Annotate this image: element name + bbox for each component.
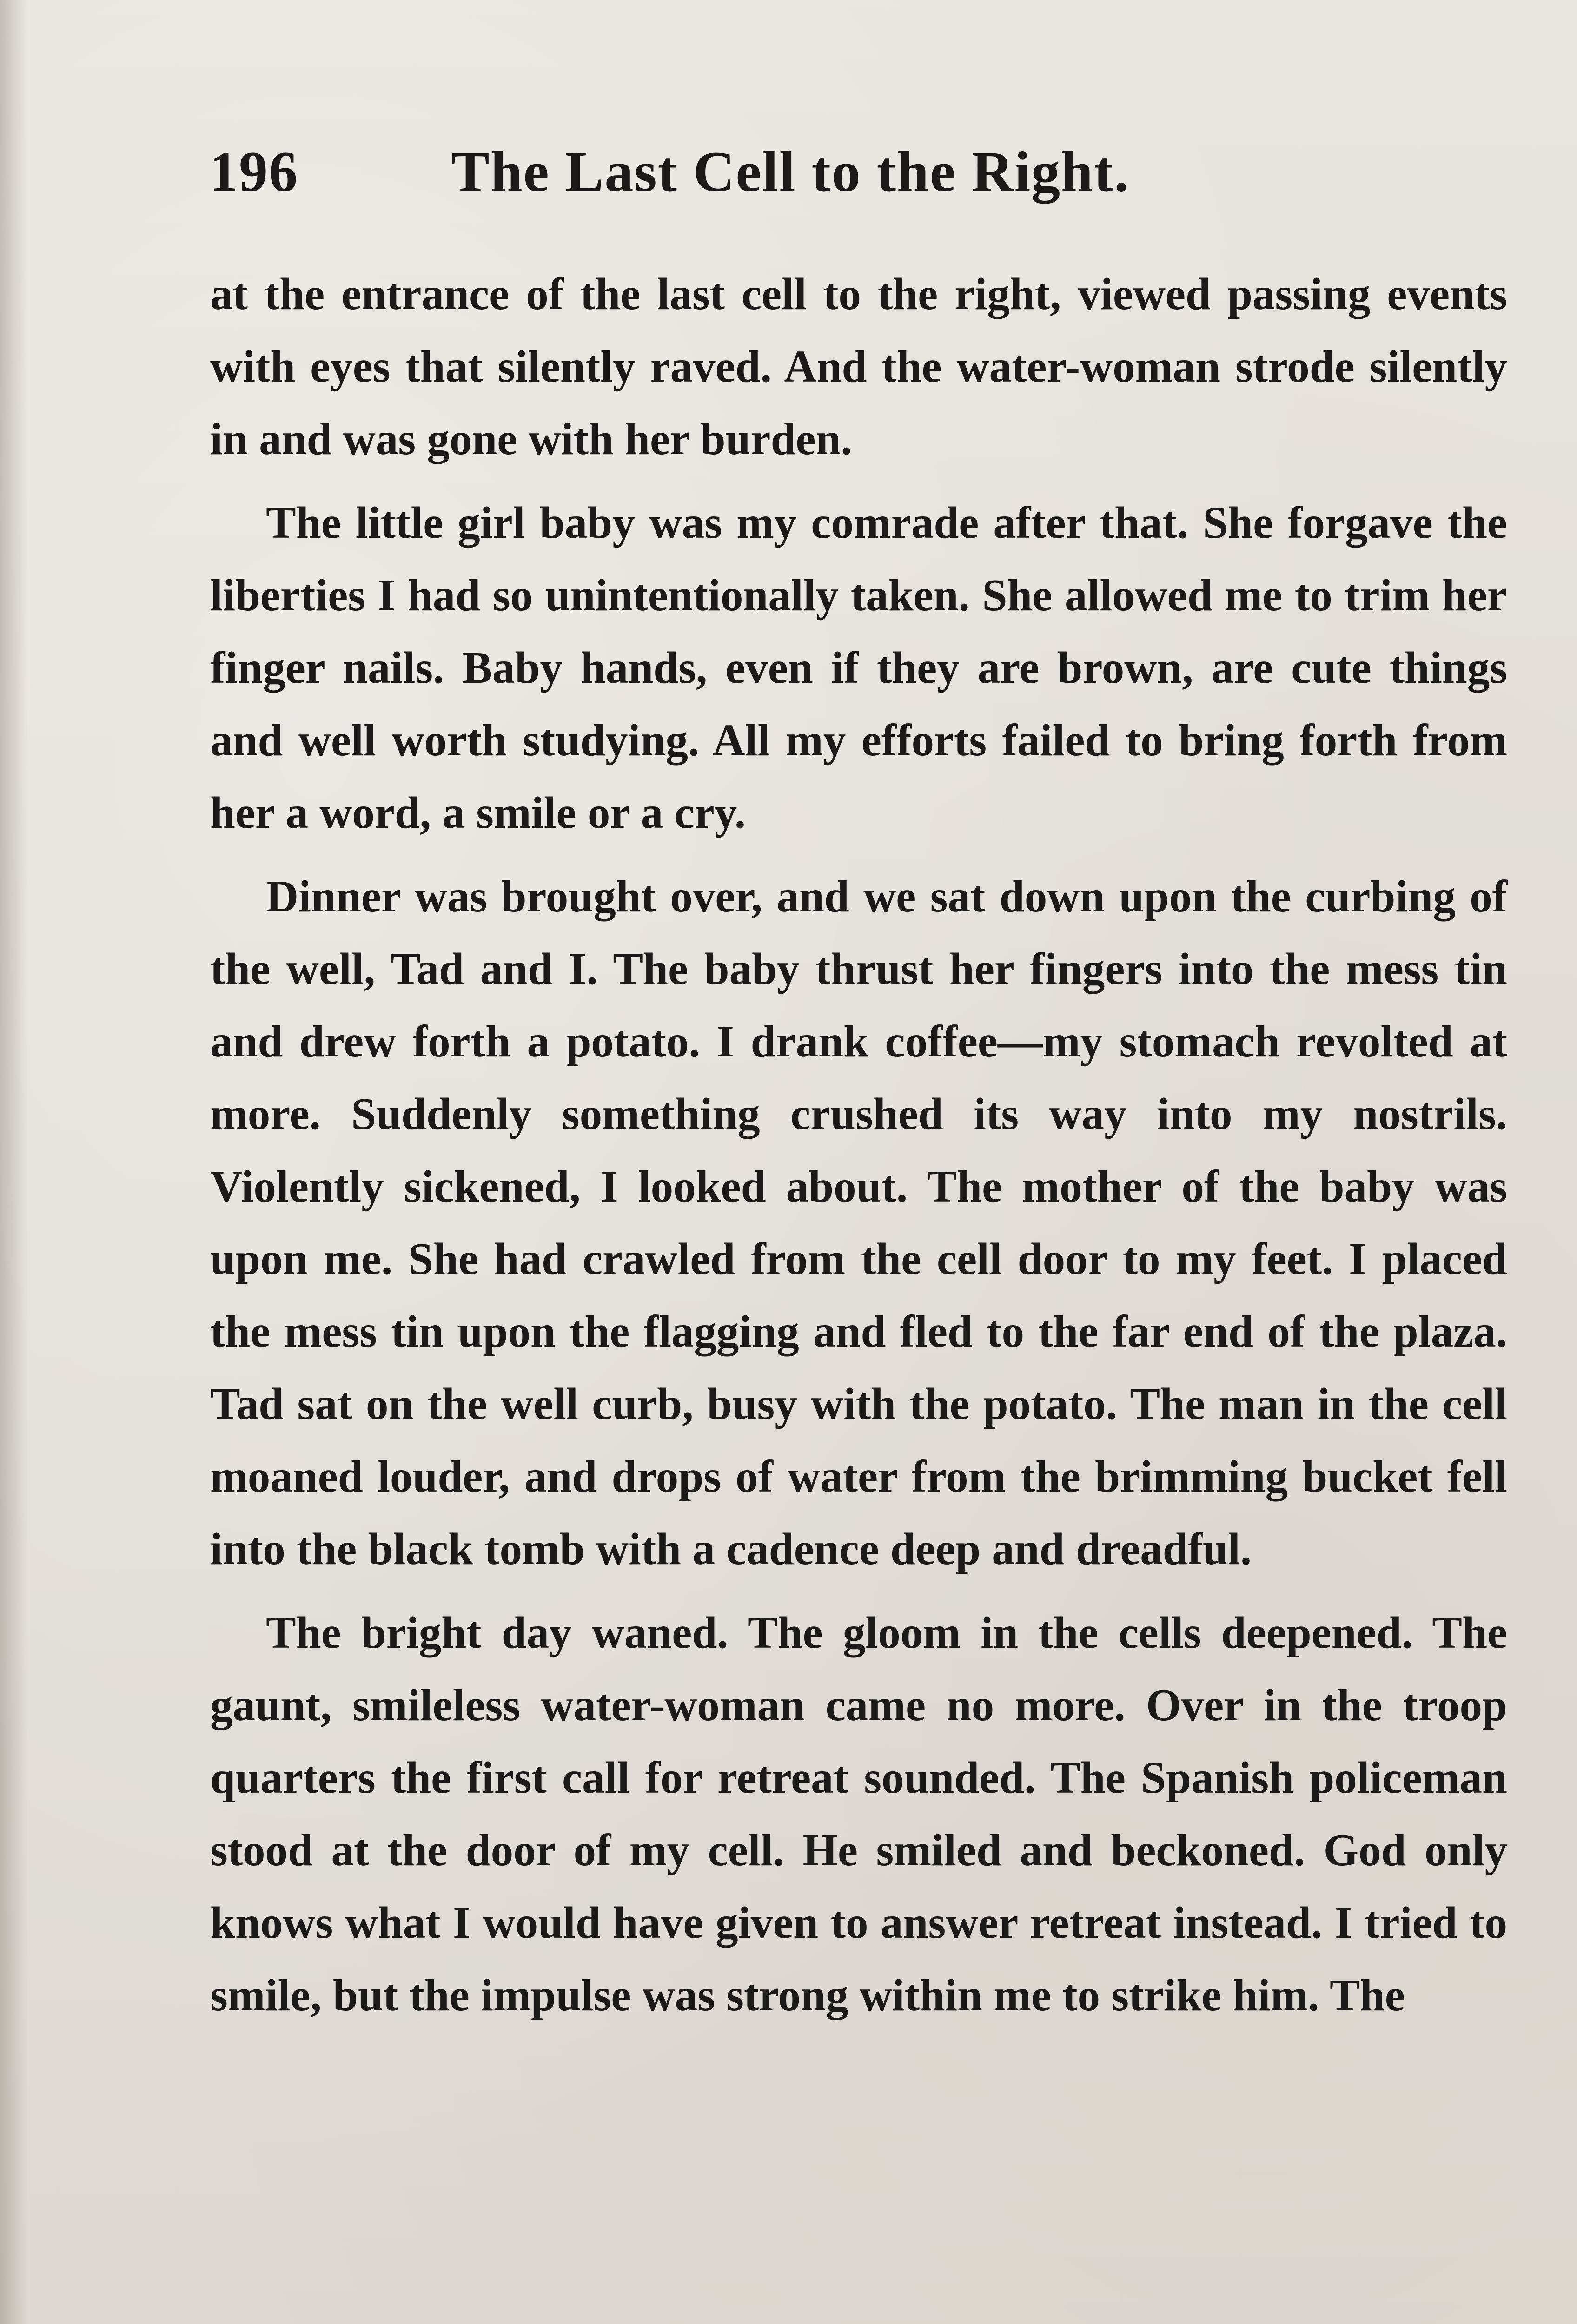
paragraph-continuation: at the entrance of the last cell to the right, viewed passing events with eyes that silently raved. And the water-woman strode silently in and was gone with her burden.: [210, 269, 1507, 464]
paragraph: The bright day waned. The gloom in the cells deepened. The gaunt, smileless water-woman came no more. Over in the troop quarters the first call for retreat sounded. The Spanish policeman stood at the door of my cell. He smiled and beckoned. God only knows what I would have given to answer retreat instead. I tried to smile, but the impulse was strong within me to strike him. The: [210, 1608, 1507, 2020]
paragraph: Dinner was brought over, and we sat down upon the curbing of the well, Tad and I. The baby thrust her fingers into the mess tin and drew forth a potato. I drank coffee—my stomach revolted at more. Suddenly something crushed its way into my nostrils. Violently sickened, I looked about. The mother of the baby was upon me. She had crawled from the cell door to my feet. I placed the mess tin upon the flagging and fled to the far end of the plaza. Tad sat on the well curb, busy with the potato. The man in the cell moaned louder, and drops of water from the brimming bucket fell into the black tomb with a cadence deep and dreadful.: [210, 872, 1507, 1574]
running-head: [209, 130, 1372, 214]
body-text: [210, 258, 1507, 2043]
chapter-title: The Last Cell to the Right.: [451, 140, 1130, 204]
spine-shadow: [0, 0, 28, 2324]
page-number: 196: [209, 140, 298, 204]
paragraph: The little girl baby was my comrade after that. She forgave the liberties I had so unintentionally taken. She allowed me to trim her finger nails. Baby hands, even if they are brown, are cute things and well worth studying. All my efforts failed to bring forth from her a word, a smile or a cry.: [210, 498, 1507, 838]
